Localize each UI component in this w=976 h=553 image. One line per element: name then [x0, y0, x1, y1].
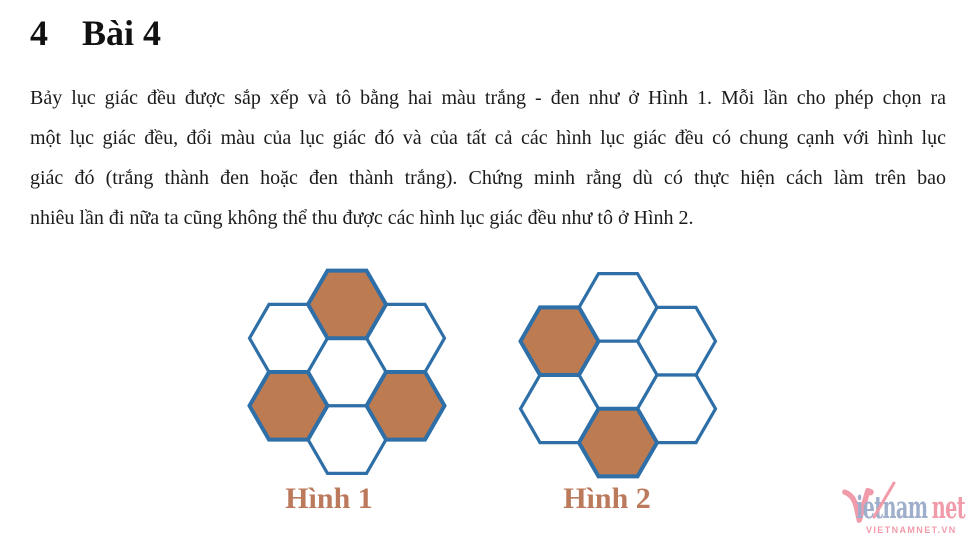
- watermark-tagline: VIETNAMNET.VN: [866, 525, 957, 535]
- hexagon-nw-dark: [521, 307, 599, 375]
- watermark-brand-suffix: net: [931, 490, 966, 526]
- hexagon-se-dark: [367, 372, 445, 440]
- problem-text-line: giác đó (trắng thành đen hoặc đen thành trắng). Chứng minh rằng dù có thực hiện cách làm trên bao: [30, 167, 946, 189]
- vietnamnet-watermark: [838, 478, 972, 540]
- hexagon-s-dark: [579, 409, 657, 477]
- section-number: 4: [30, 13, 48, 53]
- hexagon-sw-dark: [250, 372, 328, 440]
- problem-text-line: Bảy lục giác đều được sắp xếp và tô bằng hai màu trắng - đen như ở Hình 1. Mỗi lần cho phép chọn ra: [30, 87, 946, 109]
- figure-1-hexagon-flower: [244, 266, 450, 478]
- watermark-brand-prefix: ietnam: [856, 490, 928, 526]
- problem-statement: [30, 78, 946, 238]
- problem-text-line: nhiêu lần đi nữa ta cũng không thể thu được các hình lục giác đều như tô ở Hình 2.: [30, 207, 694, 229]
- problem-text-line: một lục giác đều, đổi màu của lục giác đó và của tất cả các hình lục giác đều có chung cạnh với hình lục: [30, 127, 946, 149]
- figure-2-hexagon-flower: [515, 269, 721, 481]
- watermark-slash-icon: [871, 481, 897, 519]
- figure-2-caption: Hình 2: [563, 482, 651, 515]
- section-title: Bài 4: [82, 13, 162, 53]
- hexagon-n-dark: [308, 271, 386, 339]
- section-heading: [30, 12, 161, 54]
- figure-1-caption: Hình 1: [285, 482, 373, 515]
